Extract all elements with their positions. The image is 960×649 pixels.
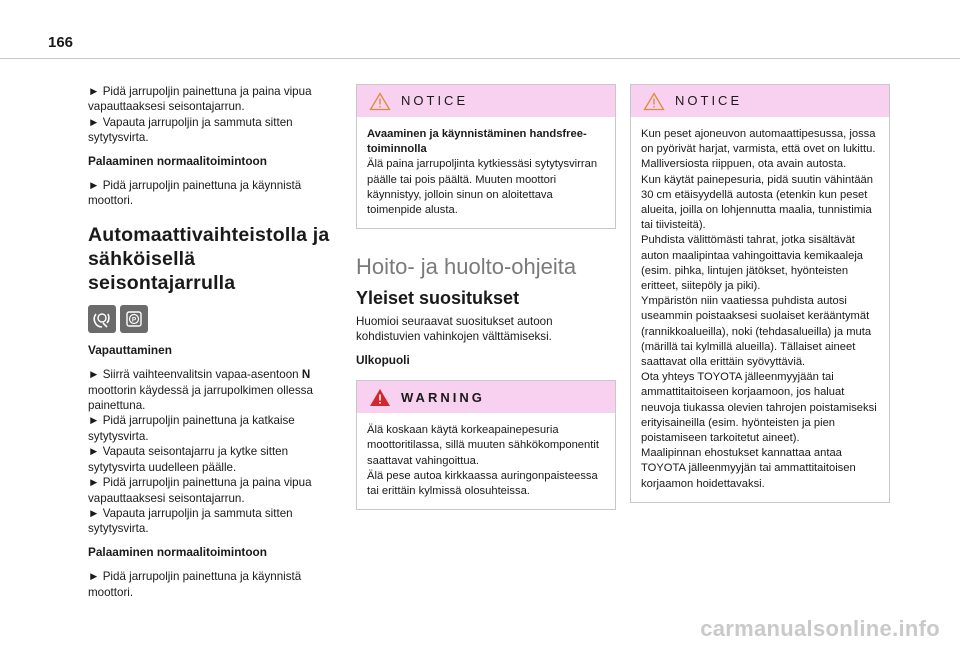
page-number: 166 (48, 34, 74, 51)
chapter-title: Hoito- ja huolto-ohjeita (356, 254, 577, 280)
svg-text:P: P (131, 316, 137, 324)
column-3 (630, 84, 890, 503)
step: ► Vapauta jarrupoljin ja sammuta sitten sytytysvirta. (88, 506, 293, 536)
parking-brake-icon (120, 305, 148, 333)
notice-header (631, 85, 889, 117)
notice-triangle-icon (369, 92, 391, 111)
step: ► Vapauta seisontajarru ja kytke sitten sytytysvirta uudelleen päälle. (88, 445, 289, 474)
warning-triangle-icon (369, 388, 391, 407)
intro-text: Huomioi seuraavat suositukset autoon kohdistuvien vahinkojen välttämiseksi. (356, 315, 553, 344)
step: ► Pidä jarrupoljin painettuna ja paina vipua vapauttaaksesi seisontajarrun. (88, 85, 312, 114)
notice-text: Ympäristön niin vaatiessa puhdista autosi useammin poistaaksesi suolaiset kerääntymät (rannikkoalueilla), noki (tehdasalueilla) ja muta (märillä tai kylmillä alueilla). Tällaiset aineet saattavat olla erittäin syövyttäviä. (641, 295, 872, 369)
icon-row (88, 305, 340, 333)
step: ► Pidä jarrupoljin painettuna ja paina vipua vapauttaaksesi seisontajarrun. (88, 476, 312, 505)
paragraph (88, 84, 340, 146)
notice-text: Älä paina jarrupoljinta kytkiessäsi sytytysvirran päälle tai pois päältä. Muuten moottori käynnistyy, jolloin sinun on aloitettava toimenpide alusta. (367, 158, 598, 217)
warning-title: WARNING (401, 389, 485, 405)
paragraph (88, 367, 340, 536)
notice-text: Kun käytät painepesuria, pidä suutin vähintään 30 cm etäisyydellä autosta (etenkin kun peset alueita, joilla on lohjennutta maalia, tunnistimia tai tiivisteitä). (641, 173, 873, 232)
notice-body (357, 117, 615, 228)
notice-text: Ota yhteys TOYOTA jälleenmyyjään tai ammattitaitoiseen korjaamoon, jos haluat neuvoja tiukassa olevien tahrojen poistamiseksi erityisaineilla (esim. hyönteisten ja pien poistamiseen tarkoitetut aineet). (641, 371, 877, 445)
notice-title: NOTICE (401, 93, 469, 109)
step-text: ► Siirrä vaihteenvalitsin vapaa-asentoon (88, 368, 302, 382)
step: ► Vapauta jarrupoljin ja sammuta sitten sytytysvirta. (88, 115, 293, 145)
notice-box (630, 84, 890, 503)
section-heading: Automaattivaihteistolla ja sähköisellä seisontajarrulla (88, 223, 330, 294)
step: ► Pidä jarrupoljin painettuna ja käynnistä moottori. (88, 179, 302, 208)
notice-box (356, 84, 616, 229)
subheading: Vapauttaminen (88, 342, 172, 357)
header-rule (0, 58, 960, 59)
step: ► Pidä jarrupoljin painettuna ja käynnistä moottori. (88, 570, 302, 599)
subheading: Palaaminen normaalitoimintoon (88, 544, 267, 559)
subheading: Palaaminen normaalitoimintoon (88, 153, 267, 168)
warning-text: Älä pese autoa kirkkaassa auringonpaisteessa tai erittäin kylmissä olosuhteissa. (367, 469, 598, 498)
column-1 (88, 84, 340, 608)
notice-triangle-icon (643, 92, 665, 111)
watermark: carmanualsonline.info (700, 616, 940, 641)
notice-header (357, 85, 615, 117)
notice-text: Kun peset ajoneuvon automaattipesussa, jossa on pyörivät harjat, varmista, että ovet on lukittu. Malliversiosta riippuen, ota avain autosta. (641, 128, 876, 171)
warning-header (357, 381, 615, 413)
subheading: Ulkopuoli (356, 352, 410, 367)
notice-title: NOTICE (675, 93, 743, 109)
warning-body (357, 413, 615, 509)
notice-text: Puhdista välittömästi tahrat, jotka sisältävät auton maalipintaa vahingoittavia kemikaaleja (esim. pihka, lintujen jätökset, hyönteisten eritteet, siitepöly ja piki). (641, 234, 864, 293)
notice-body (631, 117, 889, 502)
step: ► Pidä jarrupoljin painettuna ja katkaise sytytysvirta. (88, 414, 295, 443)
warning-box (356, 380, 616, 510)
section-heading: Yleiset suositukset (356, 287, 520, 308)
column-2 (356, 84, 616, 510)
notice-text: Maalipinnan ehostukset kannattaa antaa TOYOTA jälleenmyyjän tai ammattitaitoisen korjaamon hoidettavaksi. (641, 447, 856, 490)
brake-pedal-icon (88, 305, 116, 333)
step-text: moottorin käydessä ja jarrupolkimen ollessa painettuna. (88, 383, 313, 413)
gear-letter: N (301, 368, 311, 382)
notice-bold: Avaaminen ja käynnistäminen handsfree-toiminnolla (367, 128, 587, 156)
warning-text: Älä koskaan käytä korkeapainepesuria moottoritilassa, sillä muuten sähkökomponentit saattavat vahingoittua. (367, 424, 599, 467)
